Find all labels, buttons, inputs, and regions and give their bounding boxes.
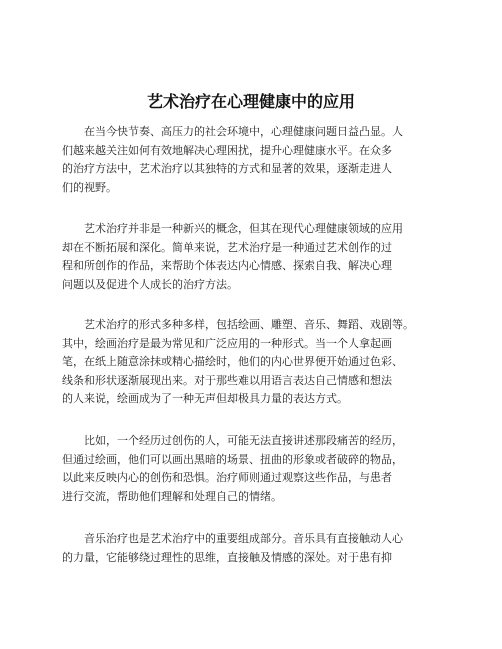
paragraph-line: 线条和形状逐渐展现出来。对于那些难以用语言表达自己情感和想法	[62, 373, 392, 387]
paragraph-line: 艺术治疗并非是一种新兴的概念，但其在现代心理健康领域的应用	[84, 222, 403, 235]
paragraph-line: 的力量，它能够绕过理性的思维，直接触及情感的深处。对于患有抑	[62, 550, 392, 564]
paragraph-line: 艺术治疗的形式多种多样，包括绘画、雕塑、音乐、舞蹈、戏剧等。	[84, 318, 414, 331]
paragraph-line: 们的视野。	[62, 180, 117, 194]
paragraph-line: 但通过绘画，他们可以画出黑暗的场景、扭曲的形象或者破碎的物品，	[62, 452, 403, 466]
paragraph-line: 其中，绘画治疗是最为常见和广泛应用的一种形式。当一个人拿起画	[62, 336, 392, 350]
document-title: 艺术治疗在心理健康中的应用	[146, 92, 355, 111]
paragraph-line: 们越来越关注如何有效地解决心理困扰，提升心理健康水平。在众多	[62, 143, 392, 157]
paragraph-1	[62, 123, 442, 197]
paragraph-line: 的治疗方法中，艺术治疗以其独特的方式和显著的效果，逐渐走进人	[62, 162, 392, 175]
paragraph-line: 在当今快节奏、高压力的社会环境中，心理健康问题日益凸显。人	[84, 125, 403, 138]
paragraph-line: 进行交流，帮助他们理解和处理自己的情绪。	[62, 489, 282, 503]
paragraph-line: 音乐治疗也是艺术治疗中的重要组成部分。音乐具有直接触动人心	[84, 532, 403, 545]
paragraph-line: 比如，一个经历过创伤的人，可能无法直接讲述那段痛苦的经历，	[84, 434, 403, 447]
paragraph-2	[62, 220, 442, 294]
paragraph-line: 问题以及促进个人成长的治疗方法。	[62, 277, 238, 291]
paragraph-5	[62, 530, 442, 567]
paragraph-4	[62, 432, 442, 506]
paragraph-line: 以此来反映内心的创伤和恐惧。治疗师则通过观察这些作品，与患者	[62, 471, 392, 484]
paragraph-line: 却在不断拓展和深化。简单来说，艺术治疗是一种通过艺术创作的过	[62, 240, 392, 254]
paragraph-line: 的人来说，绘画成为了一种无声但却极具力量的表达方式。	[62, 392, 348, 405]
paragraph-line: 笔，在纸上随意涂抹或精心描绘时，他们的内心世界便开始通过色彩、	[62, 355, 403, 368]
paragraph-line: 程和所创作的作品，来帮助个体表达内心情感、探索自我、解决心理	[62, 259, 392, 272]
paragraph-3	[62, 316, 442, 409]
